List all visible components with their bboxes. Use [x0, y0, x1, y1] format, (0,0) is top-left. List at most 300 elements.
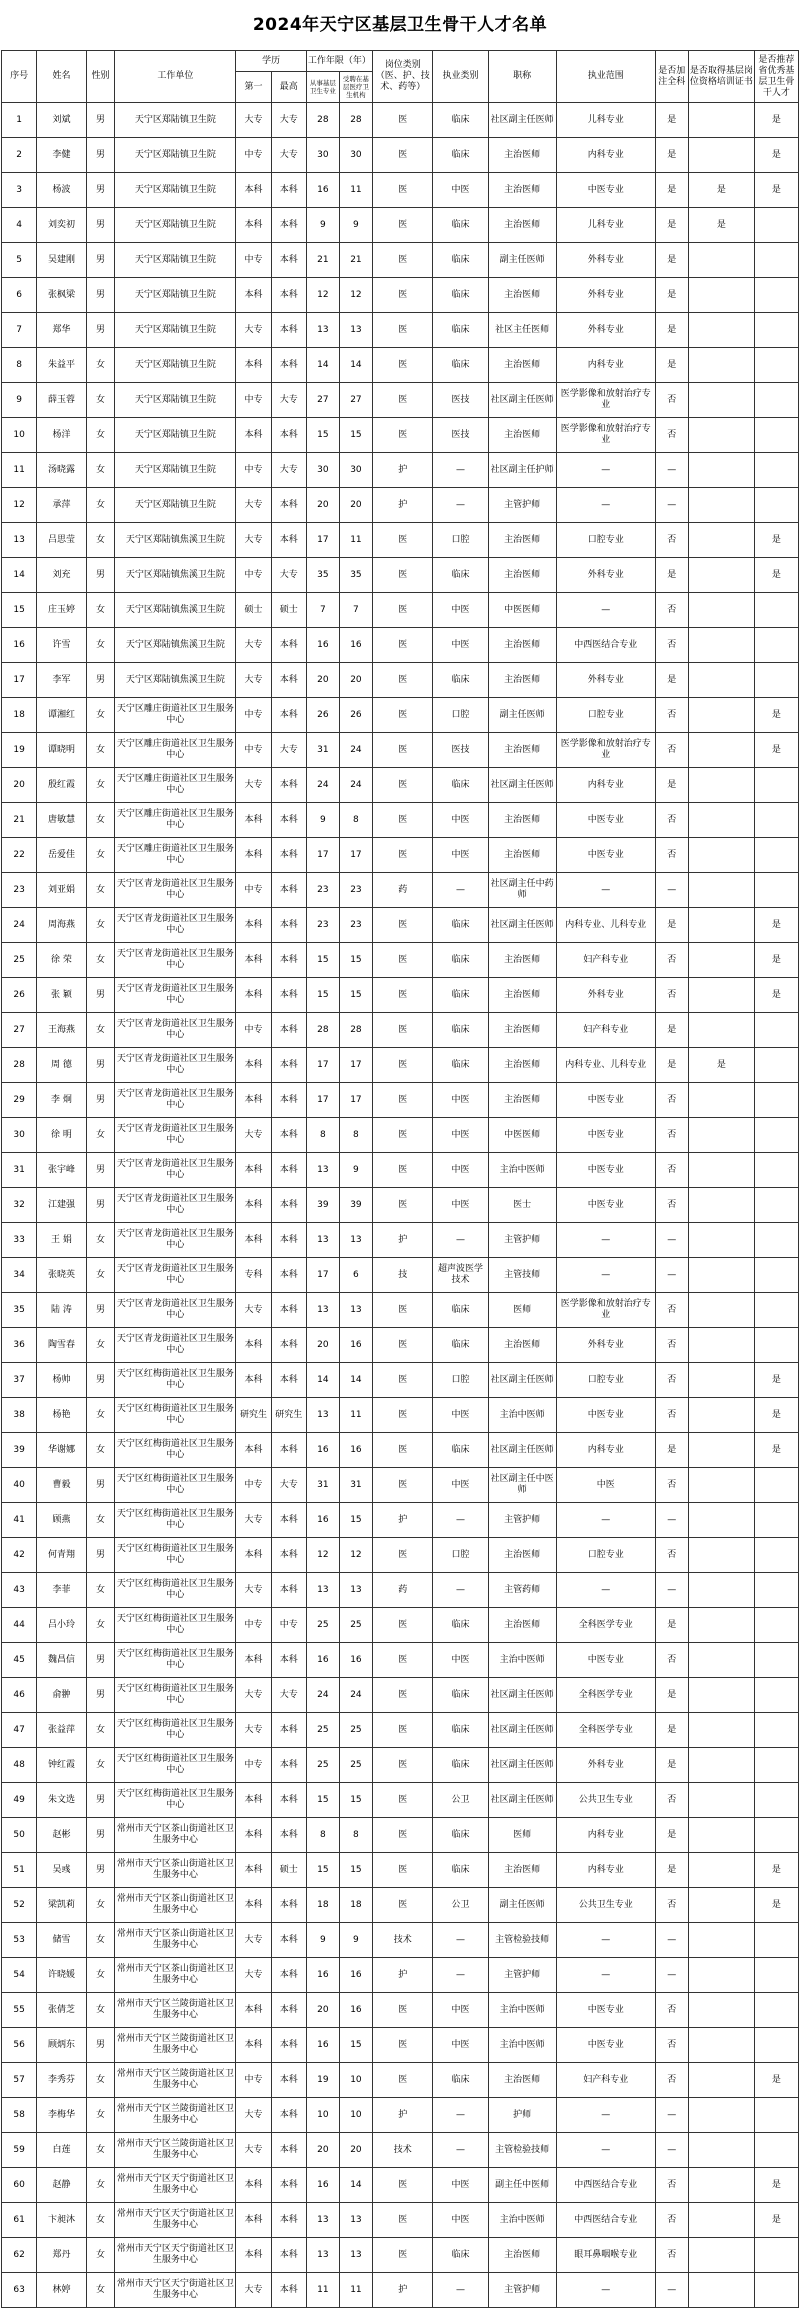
cell-years-current: 11	[339, 1398, 372, 1433]
cell-recommended	[754, 1223, 798, 1258]
cell-edu-first: 本科	[236, 908, 271, 943]
cell-title-rank: 主管护师	[488, 1958, 556, 1993]
cell-seq: 10	[2, 418, 37, 453]
cell-license-type: 临床	[433, 1328, 488, 1363]
cell-seq: 26	[2, 978, 37, 1013]
cell-recommended	[754, 1713, 798, 1748]
cell-years-current: 30	[339, 138, 372, 173]
cell-gender: 男	[86, 278, 115, 313]
cell-name: 曹毅	[37, 1468, 87, 1503]
cell-edu-first: 本科	[236, 1083, 271, 1118]
cell-recommended	[754, 1503, 798, 1538]
cell-license-type: 中医	[433, 593, 488, 628]
cell-name: 杨艳	[37, 1398, 87, 1433]
cell-unit: 天宁区红梅街道社区卫生服务中心	[115, 1573, 236, 1608]
cell-scope: 全科医学专业	[556, 1678, 655, 1713]
cell-post-type: 医	[372, 278, 433, 313]
cell-gp: 否	[655, 1083, 688, 1118]
cell-name: 李健	[37, 138, 87, 173]
cell-gender: 女	[86, 1713, 115, 1748]
cell-years-current: 17	[339, 1048, 372, 1083]
table-body	[2, 103, 799, 2308]
cell-recommended	[754, 663, 798, 698]
cell-unit: 天宁区郑陆镇卫生院	[115, 488, 236, 523]
cell-gp: 否	[655, 1993, 688, 2028]
cell-title-rank: 主治医师	[488, 1048, 556, 1083]
cell-recommended	[754, 1818, 798, 1853]
cell-scope: —	[556, 1573, 655, 1608]
cell-years-current: 16	[339, 1643, 372, 1678]
cell-gp: 是	[655, 1608, 688, 1643]
cell-title-rank: 主管检验技师	[488, 2133, 556, 2168]
cell-license-type: 临床	[433, 2238, 488, 2273]
cell-years-current: 8	[339, 1118, 372, 1153]
cell-unit: 天宁区青龙街道社区卫生服务中心	[115, 943, 236, 978]
cell-years-grassroots: 26	[306, 698, 339, 733]
cell-scope: 外科专业	[556, 978, 655, 1013]
cell-cert	[688, 1258, 754, 1293]
cell-post-type: 医	[372, 1783, 433, 1818]
cell-license-type: 临床	[433, 1853, 488, 1888]
cell-seq: 50	[2, 1818, 37, 1853]
cell-post-type: 医	[372, 2238, 433, 2273]
cell-cert	[688, 628, 754, 663]
cell-license-type: 医技	[433, 733, 488, 768]
cell-unit: 常州市天宁区茶山街道社区卫生服务中心	[115, 1888, 236, 1923]
cell-cert	[688, 1783, 754, 1818]
cell-post-type: 医	[372, 733, 433, 768]
cell-title-rank: 社区副主任医师	[488, 908, 556, 943]
cell-scope: 中医专业	[556, 1643, 655, 1678]
cell-title-rank: 中医医师	[488, 1118, 556, 1153]
cell-gender: 男	[86, 1153, 115, 1188]
table-row	[2, 1958, 799, 1993]
cell-years-current: 15	[339, 978, 372, 1013]
cell-title-rank: 医士	[488, 1188, 556, 1223]
cell-name: 赵彬	[37, 1818, 87, 1853]
cell-license-type: —	[433, 488, 488, 523]
cell-post-type: 医	[372, 1363, 433, 1398]
cell-license-type: —	[433, 2273, 488, 2308]
cell-name: 顾炳东	[37, 2028, 87, 2063]
cell-post-type: 医	[372, 1713, 433, 1748]
cell-scope: 外科专业	[556, 278, 655, 313]
cell-seq: 3	[2, 173, 37, 208]
cell-cert	[688, 1293, 754, 1328]
cell-unit: 天宁区郑陆镇卫生院	[115, 243, 236, 278]
cell-unit: 天宁区雕庄街道社区卫生服务中心	[115, 768, 236, 803]
cell-scope: 医学影像和放射治疗专业	[556, 733, 655, 768]
cell-recommended	[754, 838, 798, 873]
cell-seq: 36	[2, 1328, 37, 1363]
cell-license-type: 口腔	[433, 1363, 488, 1398]
cell-seq: 16	[2, 628, 37, 663]
cell-recommended: 是	[754, 173, 798, 208]
cell-license-type: 中医	[433, 1188, 488, 1223]
cell-gp: 否	[655, 2238, 688, 2273]
cell-years-current: 9	[339, 208, 372, 243]
cell-cert	[688, 1538, 754, 1573]
cell-license-type: 临床	[433, 1818, 488, 1853]
cell-recommended	[754, 1993, 798, 2028]
table-row	[2, 173, 799, 208]
cell-years-current: 28	[339, 103, 372, 138]
cell-edu-first: 本科	[236, 1328, 271, 1363]
cell-edu-first: 大专	[236, 1573, 271, 1608]
cell-name: 刘充	[37, 558, 87, 593]
cell-years-grassroots: 39	[306, 1188, 339, 1223]
cell-unit: 常州市天宁区茶山街道社区卫生服务中心	[115, 1958, 236, 1993]
cell-years-current: 9	[339, 1153, 372, 1188]
cell-cert	[688, 2133, 754, 2168]
cell-years-current: 15	[339, 943, 372, 978]
cell-unit: 常州市天宁区兰陵街道社区卫生服务中心	[115, 2028, 236, 2063]
cell-gp: —	[655, 873, 688, 908]
cell-name: 殷红霞	[37, 768, 87, 803]
cell-gp: 否	[655, 1363, 688, 1398]
cell-post-type: 医	[372, 2028, 433, 2063]
cell-edu-highest: 本科	[271, 243, 306, 278]
cell-gp: —	[655, 1223, 688, 1258]
cell-unit: 天宁区青龙街道社区卫生服务中心	[115, 873, 236, 908]
cell-years-current: 28	[339, 1013, 372, 1048]
cell-years-grassroots: 28	[306, 103, 339, 138]
cell-years-grassroots: 23	[306, 873, 339, 908]
cell-name: 岳爱佳	[37, 838, 87, 873]
cell-scope: 外科专业	[556, 313, 655, 348]
cell-years-grassroots: 13	[306, 1398, 339, 1433]
cell-years-grassroots: 13	[306, 1293, 339, 1328]
cell-license-type: 中医	[433, 2203, 488, 2238]
cell-years-grassroots: 17	[306, 523, 339, 558]
cell-unit: 天宁区红梅街道社区卫生服务中心	[115, 1398, 236, 1433]
cell-seq: 25	[2, 943, 37, 978]
table-row	[2, 558, 799, 593]
table-row	[2, 768, 799, 803]
cell-name: 李 炯	[37, 1083, 87, 1118]
cell-scope: 中医专业	[556, 2028, 655, 2063]
cell-license-type: —	[433, 2098, 488, 2133]
cell-unit: 天宁区红梅街道社区卫生服务中心	[115, 1783, 236, 1818]
cell-years-current: 15	[339, 2028, 372, 2063]
cell-seq: 54	[2, 1958, 37, 1993]
cell-years-current: 16	[339, 628, 372, 663]
table-row	[2, 1398, 799, 1433]
cell-years-grassroots: 11	[306, 2273, 339, 2308]
cell-license-type: —	[433, 1503, 488, 1538]
cell-edu-first: 研究生	[236, 1398, 271, 1433]
cell-unit: 天宁区郑陆镇卫生院	[115, 313, 236, 348]
cell-gp: 否	[655, 733, 688, 768]
table-row	[2, 1643, 799, 1678]
cell-seq: 31	[2, 1153, 37, 1188]
cell-title-rank: 社区副主任医师	[488, 103, 556, 138]
cell-name: 杨洋	[37, 418, 87, 453]
cell-recommended	[754, 1013, 798, 1048]
cell-gender: 女	[86, 1258, 115, 1293]
cell-recommended	[754, 2028, 798, 2063]
cell-gp: —	[655, 2133, 688, 2168]
cell-post-type: 医	[372, 1083, 433, 1118]
cell-cert	[688, 1013, 754, 1048]
cell-post-type: 医	[372, 1328, 433, 1363]
cell-edu-first: 本科	[236, 2203, 271, 2238]
cell-unit: 天宁区郑陆镇焦溪卫生院	[115, 628, 236, 663]
cell-scope: —	[556, 873, 655, 908]
cell-gender: 女	[86, 908, 115, 943]
cell-edu-first: 本科	[236, 1993, 271, 2028]
cell-gender: 女	[86, 1503, 115, 1538]
cell-years-current: 20	[339, 488, 372, 523]
cell-edu-highest: 大专	[271, 453, 306, 488]
cell-license-type: 临床	[433, 943, 488, 978]
cell-scope: 中西医结合专业	[556, 628, 655, 663]
cell-gp: 是	[655, 1048, 688, 1083]
cell-gender: 女	[86, 628, 115, 663]
cell-gp: 是	[655, 278, 688, 313]
cell-scope: 眼耳鼻咽喉专业	[556, 2238, 655, 2273]
cell-post-type: 护	[372, 453, 433, 488]
cell-post-type: 医	[372, 418, 433, 453]
cell-edu-first: 本科	[236, 2168, 271, 2203]
cell-title-rank: 主治中医师	[488, 1643, 556, 1678]
cell-gender: 男	[86, 103, 115, 138]
cell-edu-highest: 本科	[271, 943, 306, 978]
table-row	[2, 733, 799, 768]
cell-title-rank: 主治医师	[488, 1013, 556, 1048]
cell-recommended: 是	[754, 2203, 798, 2238]
cell-cert	[688, 1083, 754, 1118]
cell-years-current: 17	[339, 838, 372, 873]
cell-gender: 女	[86, 1223, 115, 1258]
cell-scope: 外科专业	[556, 663, 655, 698]
cell-years-current: 16	[339, 1328, 372, 1363]
cell-seq: 23	[2, 873, 37, 908]
cell-edu-highest: 本科	[271, 1573, 306, 1608]
cell-recommended	[754, 1573, 798, 1608]
header-years: 工作年限（年）	[306, 51, 372, 72]
cell-cert	[688, 278, 754, 313]
cell-title-rank: 主治医师	[488, 628, 556, 663]
cell-seq: 15	[2, 593, 37, 628]
cell-gender: 男	[86, 1293, 115, 1328]
cell-recommended	[754, 243, 798, 278]
cell-title-rank: 社区副主任医师	[488, 383, 556, 418]
header-gp: 是否加注全科	[655, 51, 688, 103]
cell-edu-first: 大专	[236, 523, 271, 558]
cell-cert	[688, 803, 754, 838]
cell-years-current: 20	[339, 663, 372, 698]
cell-license-type: 医技	[433, 418, 488, 453]
cell-recommended	[754, 768, 798, 803]
cell-years-current: 8	[339, 1818, 372, 1853]
cell-recommended: 是	[754, 1398, 798, 1433]
cell-gender: 女	[86, 2203, 115, 2238]
cell-recommended	[754, 873, 798, 908]
cell-recommended	[754, 1293, 798, 1328]
cell-edu-highest: 本科	[271, 1783, 306, 1818]
cell-title-rank: 主管护师	[488, 488, 556, 523]
cell-recommended: 是	[754, 2063, 798, 2098]
cell-title-rank: 主治医师	[488, 663, 556, 698]
cell-gp: 否	[655, 523, 688, 558]
cell-seq: 5	[2, 243, 37, 278]
cell-name: 杨波	[37, 173, 87, 208]
cell-license-type: 临床	[433, 1713, 488, 1748]
cell-years-grassroots: 17	[306, 838, 339, 873]
cell-cert	[688, 1573, 754, 1608]
cell-edu-highest: 本科	[271, 173, 306, 208]
table-row	[2, 1748, 799, 1783]
cell-gender: 男	[86, 1468, 115, 1503]
cell-unit: 天宁区青龙街道社区卫生服务中心	[115, 978, 236, 1013]
cell-seq: 37	[2, 1363, 37, 1398]
table-row	[2, 1363, 799, 1398]
cell-edu-first: 本科	[236, 2238, 271, 2273]
cell-title-rank: 主治医师	[488, 1608, 556, 1643]
cell-recommended	[754, 208, 798, 243]
cell-post-type: 医	[372, 943, 433, 978]
cell-unit: 天宁区青龙街道社区卫生服务中心	[115, 1083, 236, 1118]
cell-gp: 是	[655, 1013, 688, 1048]
cell-post-type: 医	[372, 1748, 433, 1783]
cell-years-grassroots: 10	[306, 2098, 339, 2133]
table-row	[2, 1888, 799, 1923]
cell-years-current: 18	[339, 1888, 372, 1923]
cell-years-grassroots: 13	[306, 1153, 339, 1188]
cell-scope: —	[556, 2133, 655, 2168]
cell-license-type: 中医	[433, 1118, 488, 1153]
cell-seq: 55	[2, 1993, 37, 2028]
cell-unit: 天宁区雕庄街道社区卫生服务中心	[115, 698, 236, 733]
cell-gender: 男	[86, 313, 115, 348]
cell-edu-first: 本科	[236, 348, 271, 383]
cell-edu-first: 大专	[236, 488, 271, 523]
cell-seq: 60	[2, 2168, 37, 2203]
cell-years-current: 13	[339, 1573, 372, 1608]
cell-name: 钟红霞	[37, 1748, 87, 1783]
cell-years-current: 10	[339, 2098, 372, 2133]
cell-gp: —	[655, 1923, 688, 1958]
cell-recommended	[754, 1678, 798, 1713]
cell-license-type: —	[433, 1923, 488, 1958]
cell-years-grassroots: 9	[306, 803, 339, 838]
cell-cert	[688, 1643, 754, 1678]
cell-years-current: 23	[339, 873, 372, 908]
cell-license-type: 临床	[433, 1608, 488, 1643]
cell-title-rank: 主管药师	[488, 1573, 556, 1608]
cell-scope: 中医专业	[556, 1118, 655, 1153]
cell-years-grassroots: 17	[306, 1258, 339, 1293]
cell-post-type: 医	[372, 2203, 433, 2238]
cell-edu-highest: 本科	[271, 1293, 306, 1328]
cell-edu-first: 本科	[236, 1048, 271, 1083]
cell-years-grassroots: 8	[306, 1818, 339, 1853]
cell-recommended	[754, 628, 798, 663]
cell-years-current: 24	[339, 1678, 372, 1713]
cell-scope: —	[556, 1258, 655, 1293]
cell-gp: 是	[655, 348, 688, 383]
cell-scope: 儿科专业	[556, 208, 655, 243]
cell-scope: —	[556, 2098, 655, 2133]
cell-cert	[688, 1748, 754, 1783]
cell-edu-highest: 本科	[271, 1258, 306, 1293]
cell-seq: 51	[2, 1853, 37, 1888]
cell-years-grassroots: 16	[306, 173, 339, 208]
cell-cert	[688, 1713, 754, 1748]
table-row	[2, 2098, 799, 2133]
cell-years-current: 13	[339, 2203, 372, 2238]
cell-unit: 天宁区青龙街道社区卫生服务中心	[115, 1048, 236, 1083]
cell-years-grassroots: 31	[306, 733, 339, 768]
cell-edu-first: 大专	[236, 313, 271, 348]
table-row	[2, 1993, 799, 2028]
cell-edu-highest: 本科	[271, 628, 306, 663]
cell-recommended	[754, 1923, 798, 1958]
cell-years-grassroots: 16	[306, 1958, 339, 1993]
cell-license-type: 中医	[433, 2168, 488, 2203]
cell-edu-highest: 研究生	[271, 1398, 306, 1433]
cell-title-rank: 主治医师	[488, 1538, 556, 1573]
header-gender: 性别	[86, 51, 115, 103]
cell-post-type: 护	[372, 1503, 433, 1538]
cell-unit: 天宁区红梅街道社区卫生服务中心	[115, 1503, 236, 1538]
cell-years-current: 26	[339, 698, 372, 733]
table-row	[2, 908, 799, 943]
cell-scope: —	[556, 2273, 655, 2308]
table-row	[2, 348, 799, 383]
cell-title-rank: 副主任医师	[488, 698, 556, 733]
cell-gender: 女	[86, 838, 115, 873]
cell-gp: 否	[655, 628, 688, 663]
cell-post-type: 护	[372, 1223, 433, 1258]
cell-unit: 天宁区郑陆镇卫生院	[115, 173, 236, 208]
cell-cert	[688, 313, 754, 348]
cell-cert	[688, 1363, 754, 1398]
table-row	[2, 1118, 799, 1153]
cell-cert	[688, 733, 754, 768]
cell-gender: 男	[86, 1538, 115, 1573]
header-recommended: 是否推荐省优秀基层卫生骨干人才	[754, 51, 798, 103]
cell-license-type: —	[433, 2133, 488, 2168]
cell-gp: 否	[655, 1293, 688, 1328]
cell-edu-highest: 本科	[271, 1188, 306, 1223]
cell-cert	[688, 1468, 754, 1503]
cell-gender: 男	[86, 1853, 115, 1888]
cell-title-rank: 主治中医师	[488, 1993, 556, 2028]
cell-title-rank: 社区副主任医师	[488, 1363, 556, 1398]
cell-name: 江建强	[37, 1188, 87, 1223]
cell-edu-first: 本科	[236, 1188, 271, 1223]
cell-cert	[688, 1818, 754, 1853]
cell-gender: 男	[86, 978, 115, 1013]
cell-edu-first: 大专	[236, 2133, 271, 2168]
table-row	[2, 1013, 799, 1048]
cell-seq: 34	[2, 1258, 37, 1293]
cell-edu-first: 本科	[236, 208, 271, 243]
cell-edu-first: 中专	[236, 1748, 271, 1783]
cell-post-type: 医	[372, 1608, 433, 1643]
cell-years-grassroots: 18	[306, 1888, 339, 1923]
table-row	[2, 2203, 799, 2238]
cell-edu-first: 本科	[236, 1153, 271, 1188]
cell-license-type: —	[433, 1223, 488, 1258]
cell-cert	[688, 908, 754, 943]
cell-recommended	[754, 803, 798, 838]
cell-edu-first: 中专	[236, 558, 271, 593]
cell-cert	[688, 1993, 754, 2028]
cell-title-rank: 主治医师	[488, 803, 556, 838]
